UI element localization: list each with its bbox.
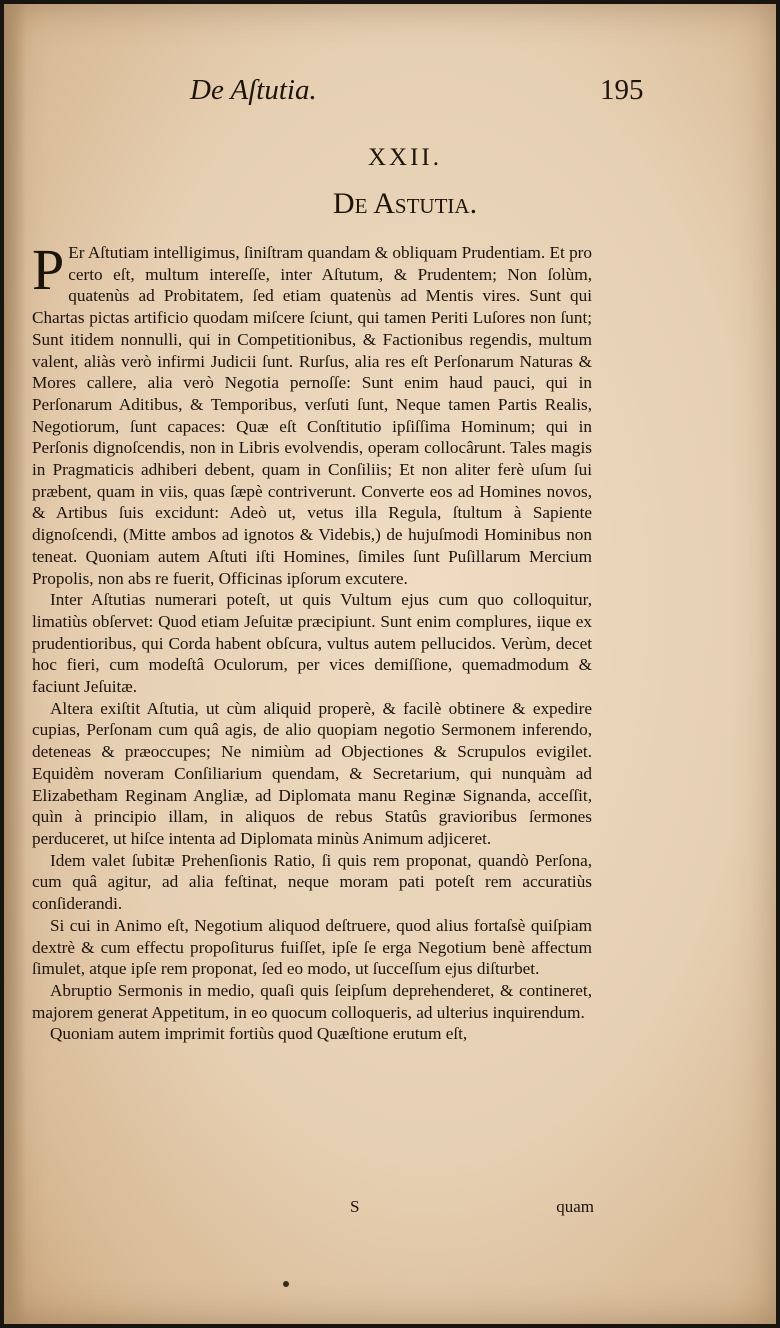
paragraph: Quoniam autem imprimit fortiùs quod Quæſtione erutum eſt,: [50, 1024, 468, 1044]
page-number: 195: [600, 74, 644, 106]
paragraph: Idem valet ſubitæ Prehenſionis Ratio, ſi quis rem proponat, quandò Perſona, cum quâ agitur, ad alia feſtinat, neque moram pati poteſt rem accuratiùs conſiderandi.: [32, 850, 592, 914]
paragraph: [32, 237, 592, 589]
chapter-number: XXII.: [367, 144, 442, 171]
body-text: [32, 237, 592, 1045]
paragraph: Altera exiſtit Aſtutia, ut cùm aliquid properè, & facilè obtinere & expedire cupias, Perſonam cum quâ agis, de alio quopiam negotio Sermonem inferendo, deteneas & præoccupes; Ne nimiùm ad Objectiones & Scrupulos evigilet. Equidèm noveram Conſiliarium quendam, & Secretarium, qui nunquàm ad Elizabetham Reginam Angliæ, ad Diplomata manu Reginæ Signanda, acceſſit, quìn à principio illam, in aliquos de rebus Statûs gravioribus ſermones perduceret, ut hiſce intenta ad Diplomata minùs Animum adjiceret.: [32, 698, 592, 848]
ink-spot: [283, 1281, 289, 1287]
chapter-title: De Astutia.: [332, 187, 478, 220]
paragraph: Si cui in Animo eſt, Negotium aliquod deſtruere, quod alius fortaſsè quiſpiam dextrè & cum effectu propoſiturus fuiſſet, ipſe ſe erga Negotium benè affectum ſimulet, atque ipſe rem proponat, ſed eo modo, ut ſucceſſum ejus diſturbet.: [32, 915, 592, 979]
running-head: De Aſtutia.: [190, 74, 317, 106]
catchword: quam: [556, 1197, 594, 1216]
paragraph: Abruptio Sermonis in medio, quaſi quis ſeipſum deprehenderet, & contineret, majorem generat Appetitum, in eo quocum colloqueris, ad ulterius inquirendum.: [32, 980, 592, 1022]
paragraph-text: Er Aſtutiam intelligimus, ſiniſtram quandam & obliquam Prudentiam. Et pro certo eſt, multum intereſſe, inter Aſtutum, & Prudentem; Non ſolùm, quatenùs ad Probitatem, ſed etiam quatenùs ad Mentis vires. Sunt qui Chartas pictas artificio quodam miſcere ſciunt, qui tamen Periti Luſores non ſunt; Sunt itidem nonnulli, qui in Competitionibus, & Factionibus regendis, multum valent, aliàs verò infirmi Judicii ſunt. Rurſus, alia res eſt Perſonarum Naturas & Mores callere, alia verò Negotia pernoſſe: Sunt enim haud pauci, qui in Perſonarum Aditibus, & Temporibus, verſuti ſunt, Neque tamen Partis Realis, Negotiorum, ſunt capaces: Quæ eſt Conſtitutio ipſiſſima Hominum; qui in Perſonis dignoſcendis, non in Libris evolvendis, operam collocârunt. Tales magis in Pragmaticis adhiberi debent, quam in Conſiliis; Et non aliter ferè uſum ſui præbent, quam in viis, quas ſæpè contriverunt. Converte eos ad Homines novos, & Artibus ſuis excidunt: Adeò ut, vetus illa Regula, ſtultum à Sapiente dignoſcendi, (Mitte ambos ad ignotos & Videbis,) de hujuſmodi Hominibus non teneat. Quoniam autem Aſtuti iſti Homines, ſimiles ſunt Puſillarum Mercium Propolis, non abs re fuerit, Officinas ipſorum excutere.: [32, 243, 592, 588]
book-page: [4, 4, 776, 1324]
page-header: [4, 74, 776, 114]
drop-cap: P: [32, 237, 65, 302]
paragraph: Inter Aſtutias numerari poteſt, ut quis Vultum ejus cum quo colloquitur, limatiùs obſervet: Quod etiam Jeſuitæ præcipiunt. Sunt enim complures, iique ex prudentioribus, qui Corda habent obſcura, vultus autem pellucidos. Verùm, decet hoc fieri, cum modeſtâ Oculorum, per vices demiſſione, quemadmodum & faciunt Jeſuitæ.: [32, 590, 592, 697]
page-footer: [4, 1197, 594, 1221]
signature-mark: S: [350, 1197, 360, 1216]
